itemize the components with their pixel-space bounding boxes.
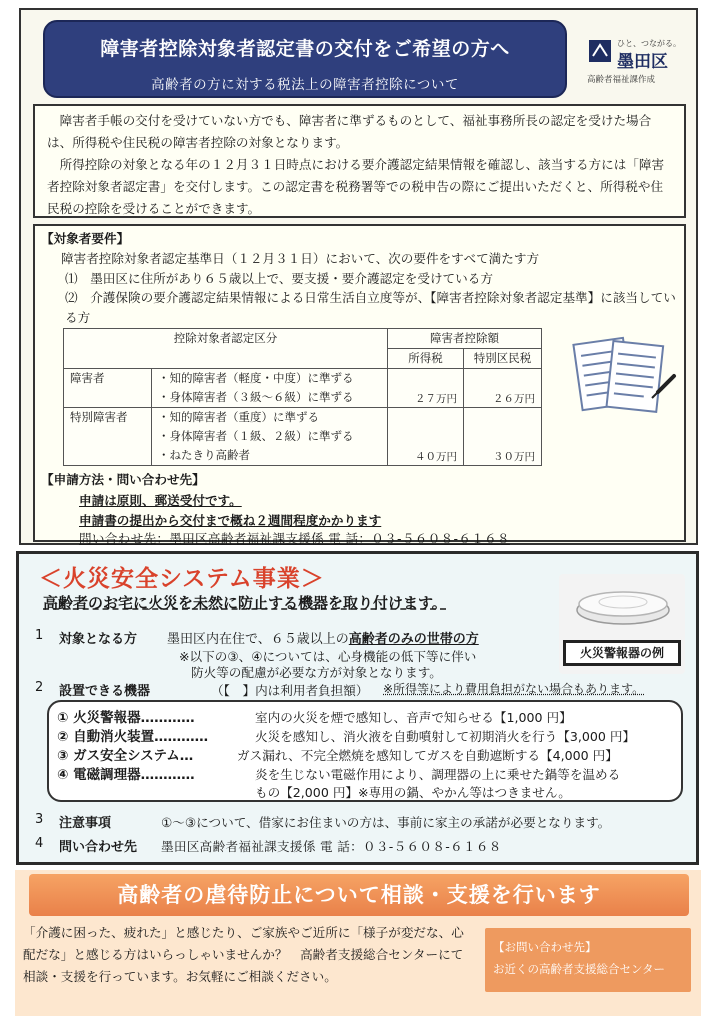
page-title: 障害者控除対象者認定書の交付をご希望の方へ <box>100 38 510 60</box>
application-line-2: 申請書の提出から交付まで概ね２週間程度かかります <box>79 513 382 528</box>
equipment-heading: 設置できる機器 <box>59 684 151 699</box>
requirement-item-2: ⑵ 介護保険の要介護認定結果情報による日常生活自立度等が、【障害者控除対象者認定基準】に該当している方 <box>65 290 676 325</box>
table-resident-amount: ３０万円 <box>464 408 542 466</box>
target-number: 1 <box>35 628 44 643</box>
equipment-item-desc: ガス漏れ、不完全燃焼を感知してガスを自動遮断する【4,000 円】 <box>237 748 618 763</box>
sumida-logo-icon <box>589 40 611 62</box>
abuse-contact-box <box>485 928 691 992</box>
equipment-note-2: ※所得等により費用負担がない場合もあります。 <box>383 682 645 696</box>
equipment-list <box>47 700 683 802</box>
caution-heading: 注意事項 <box>59 816 112 831</box>
table-condition: ・身体障害者（１級、２級）に準ずる <box>158 429 354 443</box>
requirements-box <box>33 224 686 546</box>
table-condition: ・知的障害者（軽度・中度）に準ずる <box>158 371 354 385</box>
table-col-income: 所得税 <box>388 349 464 369</box>
equipment-item-name: ④ 電磁調理器………… <box>57 767 195 783</box>
table-row <box>64 369 542 408</box>
abuse-title: 高齢者の虐待防止について相談・支援を行います <box>29 874 689 916</box>
equipment-item-desc: 火災を感知し、消火液を自動噴射して初期消火を行う【3,000 円】 <box>255 729 636 744</box>
table-header-amount: 障害者控除額 <box>388 329 542 349</box>
intro-box <box>33 104 686 218</box>
table-row <box>64 408 542 466</box>
requirement-item-1: ⑴ 墨田区に住所があり６５歳以上で、要支援・要介護認定を受けている方 <box>65 271 493 286</box>
documents-pen-icon <box>570 330 680 420</box>
requirements-heading: 【対象者要件】 <box>41 231 130 246</box>
equipment-note-text: 【 】内は利用者負担額） <box>223 683 369 698</box>
fire-subtitle: 高齢者のお宅に火災を未然に防止する機器を取り付けます。 <box>43 594 447 612</box>
target-heading: 対象となる方 <box>59 632 138 647</box>
application-heading: 【申請方法・問い合わせ先】 <box>41 472 205 487</box>
equipment-item-name: ③ ガス安全システム… <box>57 748 194 764</box>
equipment-item-desc: 炎を生じない電磁作用により、調理器の上に乗せた鍋等を温める <box>255 767 621 782</box>
logo-dept: 高齢者福祉課作成 <box>587 75 656 85</box>
abuse-contact-value: お近くの高齢者支援総合センター <box>493 962 666 976</box>
fire-title: ＜火災安全システム事業＞ <box>39 566 325 592</box>
table-conditions <box>152 408 388 466</box>
abuse-prevention-section <box>15 870 701 1016</box>
application-contact: 問い合わせ先：墨田区高齢者福祉課支援係 電 話：０３-５６０８-６１６８ <box>79 531 510 546</box>
equipment-number: 2 <box>35 680 44 695</box>
table-header-category: 控除対象者認定区分 <box>64 329 388 369</box>
application-line-1: 申請は原則、郵送受付です。 <box>79 493 242 508</box>
abuse-contact-label: 【お問い合わせ先】 <box>493 940 597 954</box>
page-subtitle: 高齢者の方に対する税法上の障害者控除について <box>151 77 459 93</box>
equipment-item-desc-cont: もの【2,000 円】※専用の鍋、やかん等はつきません。 <box>255 785 571 800</box>
logo-name: 墨田区 <box>617 52 668 72</box>
table-col-resident: 特別区民税 <box>464 349 542 369</box>
title-banner <box>43 20 567 98</box>
equipment-item-name: ① 火災警報器………… <box>57 710 195 726</box>
smoke-detector-icon <box>573 580 673 628</box>
target-note-1: ※以下の③、④については、心身機能の低下等に伴い <box>179 649 477 664</box>
equipment-item-desc: 室内の火災を煙で感知し、音声で知らせる【1,000 円】 <box>255 710 572 725</box>
table-category: 障害者 <box>64 369 152 408</box>
contact-text: 墨田区高齢者福祉課支援係 電 話：０３-５６０８-６１６８ <box>161 839 502 854</box>
table-condition: ・ねたきり高齢者 <box>158 448 250 462</box>
contact-number: 4 <box>35 836 44 851</box>
equipment-note-1 <box>211 680 368 699</box>
table-condition: ・知的障害者（重度）に準ずる <box>158 410 319 424</box>
target-text-bold: 高齢者のみの世帯の方 <box>348 632 479 647</box>
target-text <box>167 628 479 647</box>
intro-paragraph-2: 所得控除の対象となる年の１２月３１日時点における要介護認定結果情報を確認し、該当する方には「障害者控除対象者認定書」を交付します。この認定書を税務署等での税申告の際にご提出いただくと、所得税や住民税の控除を受けることができます。 <box>47 157 665 216</box>
detector-label: 火災警報器の例 <box>563 640 681 666</box>
contact-heading: 問い合わせ先 <box>59 840 138 855</box>
equipment-item-name: ② 自動消火装置………… <box>57 729 209 745</box>
table-category: 特別障害者 <box>64 408 152 466</box>
logo-tagline: ひと、つながる。 <box>617 39 681 48</box>
table-income-amount: ２７万円 <box>388 369 464 408</box>
requirements-lead: 障害者控除対象者認定基準日（１２月３１日）において、次の要件をすべて満たす方 <box>61 251 540 266</box>
tax-deduction-section <box>19 8 698 545</box>
caution-text: ①～③について、借家にお住まいの方は、事前に家主の承諾が必要となります。 <box>161 815 611 830</box>
intro-paragraph-1: 障害者手帳の交付を受けていない方でも、障害者に準ずるものとして、福祉事務所長の認定を受けた場合は、所得税や住民税の障害者控除の対象となります。 <box>47 113 652 150</box>
table-income-amount: ４０万円 <box>388 408 464 466</box>
table-header-row <box>64 329 542 349</box>
table-resident-amount: ２６万円 <box>464 369 542 408</box>
equipment-note-open: （ <box>211 683 224 698</box>
abuse-text: 「介護に困った、疲れた」と感じたり、ご家族やご近所に「様子が変だな、心配だな」と感じる方はいらっしゃいませんか？ 高齢者支援総合センターにて相談・支援を行っています。お気軽にご相談ください。 <box>23 925 464 984</box>
table-condition: ・身体障害者（３級～６級）に準ずる <box>158 390 354 404</box>
sumida-logo <box>587 36 687 88</box>
table-conditions <box>152 369 388 408</box>
detector-example <box>559 574 685 674</box>
caution-number: 3 <box>35 812 44 827</box>
deduction-table <box>63 328 542 466</box>
target-text-plain: 墨田区内在住で、６５歳以上の <box>167 632 349 647</box>
fire-safety-section <box>16 551 699 865</box>
target-note-2: 防火等の配慮が必要な方が対象となります。 <box>191 665 442 680</box>
